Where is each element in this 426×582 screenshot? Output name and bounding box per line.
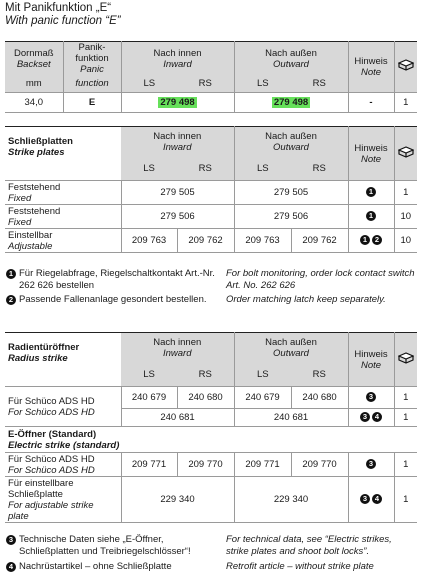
strike-plates-table	[5, 126, 417, 253]
inward-article: 229 340	[121, 477, 234, 523]
footnote-1-en: For bolt monitoring, order lock contact switch Art. No. 262 626	[226, 268, 415, 291]
inward-article: 279 505	[121, 181, 234, 205]
inward-article: 279 506	[121, 205, 234, 229]
footnote-1: 1 Für Riegelabfrage, Riegelschaltkontakt Art.-Nr. 262 626 bestellen	[5, 268, 220, 292]
backset-table	[5, 41, 417, 113]
qty-value: 1	[394, 92, 417, 112]
note-refs: 3	[348, 453, 394, 477]
footnote-4: 4 Nachrüstartikel – ohne Schließplatte	[5, 561, 220, 573]
inward-rs-article: 209 770	[177, 453, 234, 477]
outward-article: 279 506	[234, 205, 348, 229]
panic-value: E	[63, 92, 121, 112]
radius-strike-table	[5, 332, 417, 523]
qty-value: 1	[394, 181, 417, 205]
row-label: Für einstellbare Schließplatte For adjustable strike plate	[8, 477, 94, 522]
outward-ls-article: 209 763	[234, 229, 291, 253]
qty-value: 10	[394, 205, 417, 229]
header-note: Hinweis Note	[348, 127, 394, 181]
header-ls: LS	[121, 75, 177, 92]
title-de: Mit Panikfunktion „E“	[5, 2, 112, 14]
header-inward: Nach innen Inward	[121, 127, 234, 158]
header-ls: LS	[234, 75, 291, 92]
header-ls: LS	[121, 158, 177, 181]
header-rs: RS	[291, 158, 348, 181]
header-ls: LS	[121, 364, 177, 387]
footnote-2: 2 Passende Fallenanlage gesondert bestellen.	[5, 294, 220, 306]
qty-value: 10	[394, 229, 417, 253]
inward-article: 240 681	[121, 409, 234, 427]
qty-value: 1	[394, 387, 417, 409]
header-note: Hinweis Note	[348, 42, 394, 93]
qty-value: 1	[394, 477, 417, 523]
qty-value: 1	[394, 453, 417, 477]
header-mm: mm	[5, 75, 63, 92]
title-en: With panic function “E”	[5, 15, 121, 27]
header-rs: RS	[177, 158, 234, 181]
header-inward: Nach innen Inward	[121, 333, 234, 364]
outward-rs-article: 209 770	[291, 453, 348, 477]
header-note: Hinweis Note	[348, 333, 394, 387]
row-label: Feststehend Fixed	[8, 181, 61, 204]
note-refs: 1	[348, 181, 394, 205]
qty-value: 1	[394, 409, 417, 427]
header-function: function	[63, 75, 121, 92]
outward-article: 279 498	[234, 92, 348, 112]
note-refs: 3 4	[348, 477, 394, 523]
note-value: -	[348, 92, 394, 112]
header-ls: LS	[234, 364, 291, 387]
book-icon	[394, 42, 417, 93]
row-label: Einstellbar Adjustable	[8, 229, 53, 252]
outward-rs-article: 209 762	[291, 229, 348, 253]
header-rs: RS	[291, 364, 348, 387]
outward-article: 279 505	[234, 181, 348, 205]
note-refs: 1	[348, 205, 394, 229]
backset-value: 34,0	[24, 96, 43, 108]
inward-ls-article: 209 763	[121, 229, 177, 253]
inward-article: 279 498	[121, 92, 234, 112]
header-rs: RS	[291, 75, 348, 92]
row-label: Für Schüco ADS HD For Schüco ADS HD	[8, 395, 95, 418]
header-outward: Nach außen Outward	[234, 42, 348, 76]
row-label: Für Schüco ADS HD For Schüco ADS HD	[8, 453, 95, 476]
header-outward: Nach außen Outward	[234, 127, 348, 158]
subsection-electric-strike: E-Öffner (Standard) Electric strike (standard)	[8, 428, 120, 451]
outward-article: 240 681	[234, 409, 348, 427]
footnote-3-en: For technical data, see “Electric strikes, strike plates and shoot bolt locks”.	[226, 534, 392, 557]
outward-ls-article: 209 771	[234, 453, 291, 477]
header-panic: Panik- funktion Panic	[63, 42, 121, 76]
inward-ls-article: 209 771	[121, 453, 177, 477]
inward-ls-article: 240 679	[121, 387, 177, 409]
note-refs: 1 2	[348, 229, 394, 253]
inward-rs-article: 240 680	[177, 387, 234, 409]
footnote-3: 3 Technische Daten siehe „E-Öffner, Schließplatten und Treibriegelschlösser“!	[5, 534, 220, 558]
section-title-radius-strike: Radientüröffner Radius strike	[5, 333, 121, 387]
outward-article: 229 340	[234, 477, 348, 523]
note-refs: 3 4	[348, 409, 394, 427]
note-refs: 3	[348, 387, 394, 409]
header-rs: RS	[177, 75, 234, 92]
header-outward: Nach außen Outward	[234, 333, 348, 364]
outward-ls-article: 240 679	[234, 387, 291, 409]
inward-rs-article: 209 762	[177, 229, 234, 253]
section-title-strike-plates: Schließplatten Strike plates	[5, 127, 121, 181]
book-icon	[394, 127, 417, 181]
header-backset: Dornmaß Backset	[5, 42, 63, 76]
header-ls: LS	[234, 158, 291, 181]
book-icon	[394, 333, 417, 387]
header-rs: RS	[177, 364, 234, 387]
header-inward: Nach innen Inward	[121, 42, 234, 76]
footnote-4-en: Retrofit article – without strike plate	[226, 561, 374, 572]
outward-rs-article: 240 680	[291, 387, 348, 409]
footnote-2-en: Order matching latch keep separately.	[226, 294, 386, 305]
row-label: Feststehend Fixed	[8, 205, 61, 228]
